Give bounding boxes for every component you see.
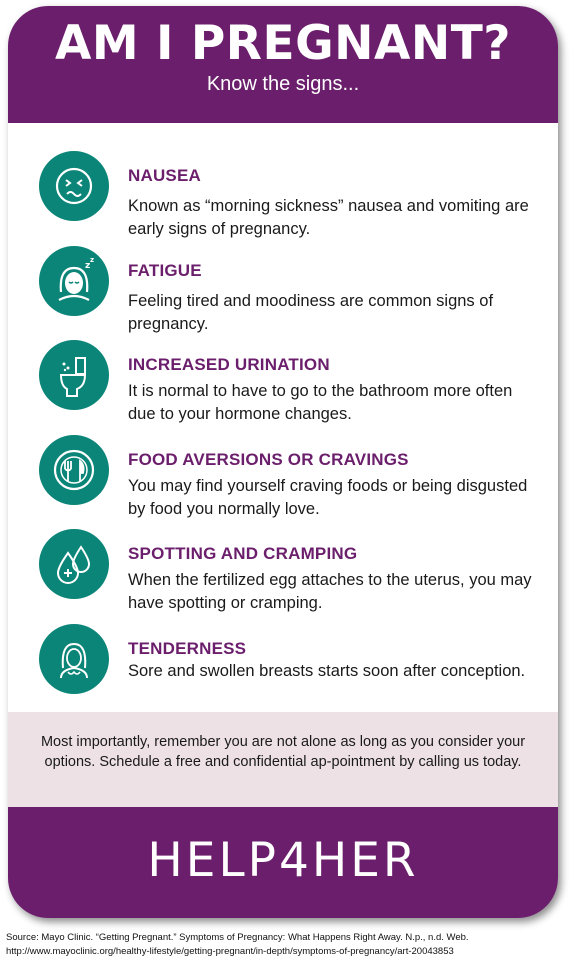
woman-breast-icon (39, 624, 109, 694)
sign-description: When the fertilized egg attaches to the uterus, you may have spotting or cramping. (128, 571, 532, 612)
sign-title: INCREASED URINATION (128, 355, 330, 374)
sign-title: FATIGUE (128, 261, 202, 280)
sign-nausea (8, 149, 558, 239)
note-panel (8, 712, 558, 807)
header-banner (8, 6, 558, 123)
fork-knife-plate-icon (39, 435, 109, 505)
sign-title: FOOD AVERSIONS OR CRAVINGS (128, 450, 409, 469)
sign-title: NAUSEA (128, 166, 201, 185)
svg-text:z: z (85, 261, 91, 271)
sign-description: Sore and swollen breasts starts soon after conception. (128, 662, 526, 680)
blood-drops-icon (39, 529, 109, 599)
brand-logo-text: HELP4HER (147, 833, 419, 888)
sign-spotting-cramping (8, 527, 558, 617)
sign-increased-urination (8, 338, 558, 428)
sign-description: You may find yourself craving foods or being disgusted by food you normally love. (128, 477, 528, 518)
tired-woman-icon (39, 246, 109, 316)
page-title: AM I PREGNANT? (54, 16, 512, 71)
nausea-face-icon (39, 151, 109, 221)
sign-description: It is normal to have to go to the bathroom more often due to your hormone changes. (128, 382, 513, 423)
toilet-icon (39, 340, 109, 410)
sign-fatigue (8, 244, 558, 334)
source-url[interactable]: http://www.mayoclinic.org/healthy-lifestyle/getting-pregnant/in-depth/symptoms-of-pregnancy/art-20043853 (6, 946, 454, 957)
infographic-card (8, 6, 558, 918)
sign-description: Feeling tired and moodiness are common signs of pregnancy. (128, 292, 494, 333)
sign-food-aversions (8, 433, 558, 523)
source-line: Source: Mayo Clinic. “Getting Pregnant.” Symptoms of Pregnancy: What Happens Right Away. N.p., n.d. Web. (6, 932, 469, 943)
sign-title: TENDERNESS (128, 639, 247, 658)
source-citation (6, 931, 576, 959)
note-text: Most importantly, remember you are not alone as long as you consider your options. Schedule a free and confidential ap-pointment by calling us today. (40, 734, 526, 770)
sign-description: Known as “morning sickness” nausea and vomiting are early signs of pregnancy. (128, 197, 529, 238)
sign-title: SPOTTING AND CRAMPING (128, 544, 358, 563)
footer-banner (8, 807, 558, 918)
svg-text:z: z (90, 256, 95, 264)
page-subtitle: Know the signs... (206, 73, 360, 95)
sign-tenderness (8, 622, 558, 712)
